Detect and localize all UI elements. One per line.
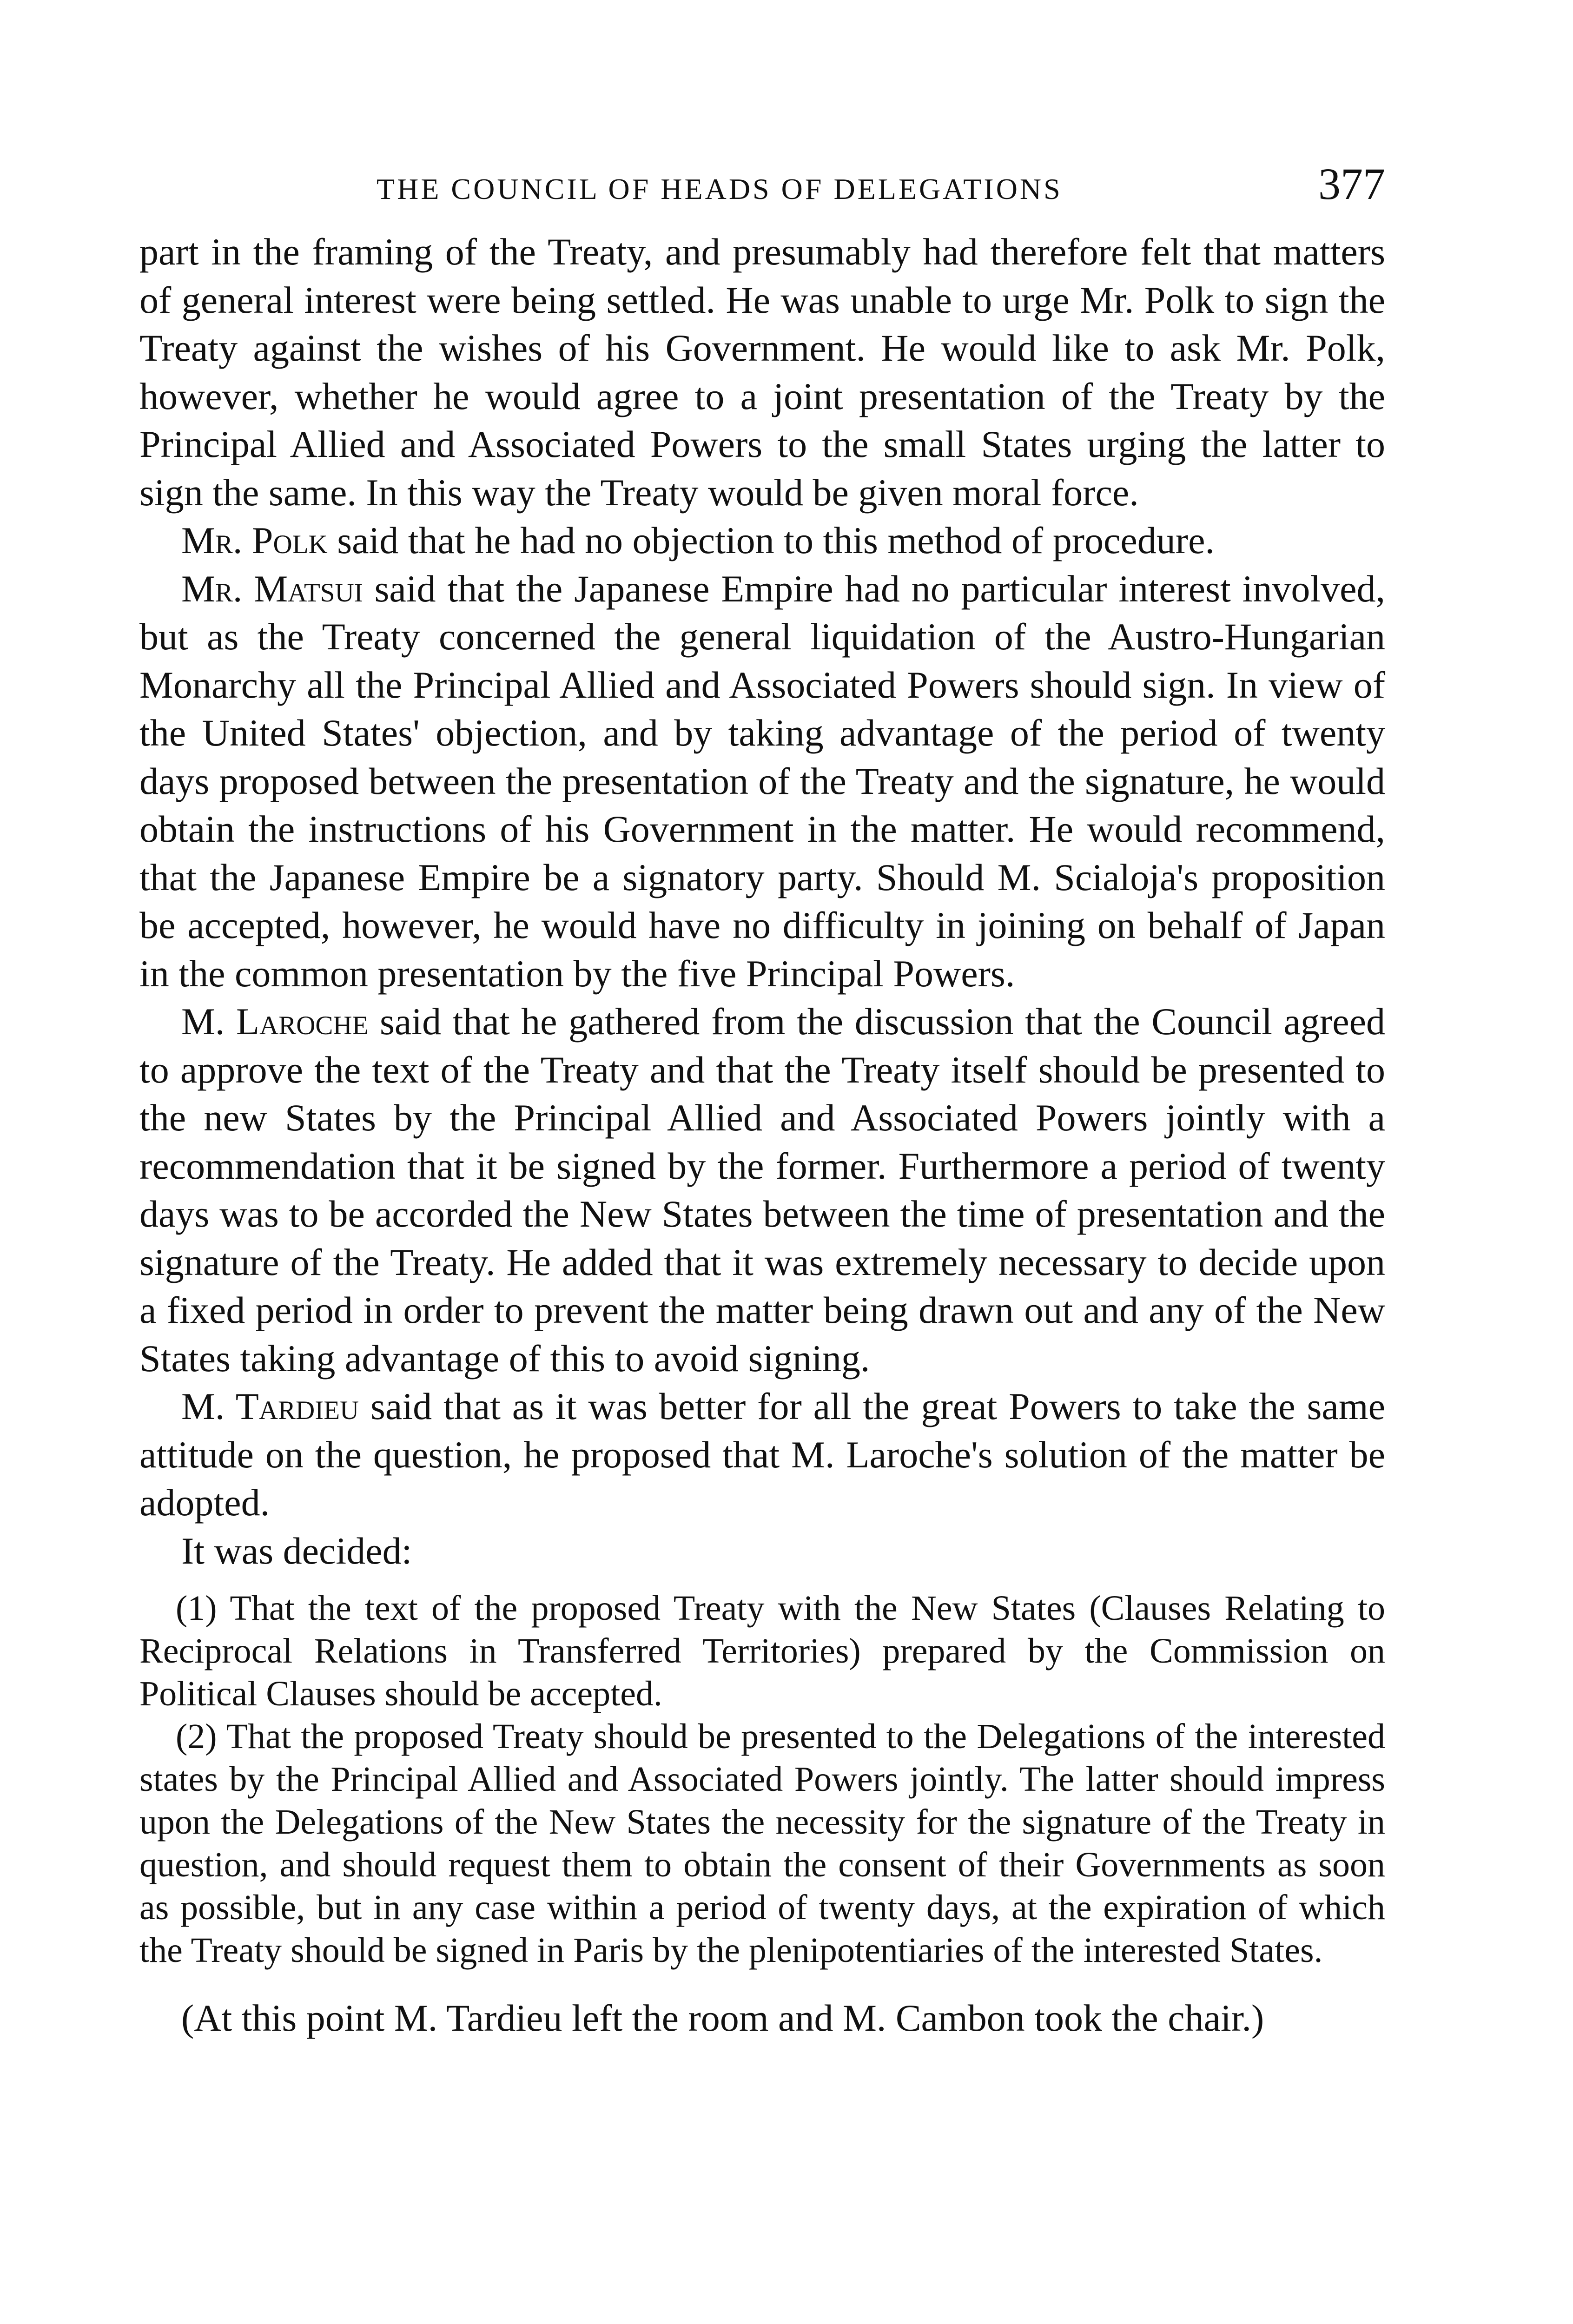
paragraph-text: said that as it was better for all the great Powers to take the same attitude on the question, he proposed that M. Laroche's solution of the matter be adopted. [139, 1385, 1385, 1524]
running-header [139, 153, 1385, 209]
decision-intro: It was decided: [181, 1529, 412, 1572]
body-text [139, 228, 1385, 2042]
speaker-name: M. Tardieu [181, 1385, 359, 1427]
paragraph-polk [139, 516, 1385, 565]
running-title: THE COUNCIL OF HEADS OF DELEGATIONS [377, 172, 1063, 205]
closing-note: (At this point M. Tardieu left the room and M. Cambon took the chair.) [181, 1997, 1264, 2039]
resolution-item: (2) That the proposed Treaty should be presented to the Delegations of the interested states by the Principal Allied and Associated Powers jointly. The latter should impress upon the Delegations of the New States the necessity for the signature of the Treaty in question, and should request them to obtain the consent of their Governments as soon as possible, but in any case within a period of twenty days, at the expiration of which the Treaty should be signed in Paris by the plenipotentiaries of the interested States. [139, 1717, 1385, 1970]
paragraph-tardieu [139, 1382, 1385, 1527]
resolution-item: (1) That the text of the proposed Treaty with the New States (Clauses Relating to Reciprocal Relations in Transferred Territories) prepared by the Commission on Political Clauses should be accepted. [139, 1589, 1385, 1713]
paragraph-matsui [139, 565, 1385, 998]
document-page [139, 153, 1385, 2042]
paragraph-laroche [139, 997, 1385, 1382]
paragraph-text: said that he had no objection to this method of procedure. [327, 519, 1215, 561]
speaker-name: Mr. Polk [181, 519, 328, 561]
paragraph-continuation: part in the framing of the Treaty, and presumably had therefore felt that matters of general interest were being settled. He was unable to urge Mr. Polk to sign the Treaty against the wishes of his Government. He would like to ask Mr. Polk, however, whether he would agree to a joint presentation of the Treaty by the Principal Allied and Associated Powers to the small States urging the latter to sign the same. In this way the Treaty would be given moral force. [139, 231, 1385, 514]
speaker-name: Mr. Matsui [181, 567, 363, 610]
paragraph-text: said that he gathered from the discussion that the Council agreed to approve the text of the Treaty and that the Treaty itself should be presented to the new States by the Principal Allied and Associated Powers jointly with a recommendation that it be signed by the former. Furthermore a period of twenty days was to be accorded the New States between the time of presentation and the signature of the Treaty. He added that it was extremely necessary to decide upon a fixed period in order to prevent the matter being drawn out and any of the New States taking advantage of this to avoid signing. [139, 1000, 1385, 1380]
paragraph-text: said that the Japanese Empire had no particular interest involved, but as the Treaty concerned the general liquidation of the Austro-Hungarian Monarchy all the Principal Allied and Associated Powers should sign. In view of the United States' objection, and by taking advantage of the period of twenty days proposed between the presentation of the Treaty and the signature, he would obtain the instructions of his Government in the matter. He would recommend, that the Japanese Empire be a signatory party. Should M. Scialoja's proposition be accepted, however, he would have no difficulty in joining on behalf of Japan in the common presentation by the five Principal Powers. [139, 567, 1385, 995]
page-number: 377 [1318, 159, 1385, 209]
speaker-name: M. Laroche [181, 1000, 369, 1043]
